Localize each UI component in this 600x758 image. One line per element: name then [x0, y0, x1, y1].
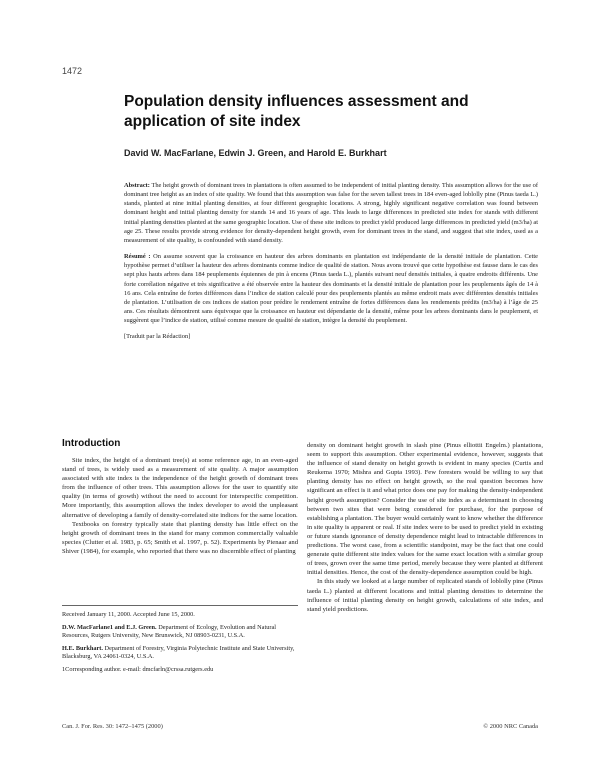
affiliation-2-names: H.E. Burkhart. — [62, 644, 103, 652]
resume-paragraph — [124, 252, 538, 325]
body-paragraph: Textbooks on forestry typically state that planting density has little effect on the height growth of dominant trees in the stand for many common commercially valuable species (Clutter et al. 1983, p. 65; Smith et al. 1997, p. 52). Experiments by Pienaar and Shiver (1984), for example, who reported that there was no discernible effect of planting — [62, 520, 298, 555]
abstract-text: The height growth of dominant trees in plantations is often assumed to be independent of initial planting density. This assumption allows for the use of dominant tree height as an index of site quality. We found that this assumption was false for the seven tallest trees in 184 even-aged loblolly pine (Pinus taeda L.) stands, planted at nine initial planting densities, at four different geographic locations. A strong, highly significant negative correlation was found between dominant height and initial planting density for stands 14 and 16 years of age. This leads to large differences in predicted site index for stands with different initial planting densities planted at the same geographic location. Use of these site indices to predict yield produced large differences in predicted yield (m3/ha) at age 25. These results provide strong evidence for density-dependent height growth, even for dominant trees in the stand, and suggest that site index, used as a measurement of site quality, is confounded with stand density. — [124, 182, 539, 244]
corresponding-author: 1Corresponding author. e-mail: dmcfarln@crssa.rutgers.edu — [62, 665, 214, 673]
section-heading-introduction: Introduction — [62, 438, 121, 449]
body-paragraph: Site index, the height of a dominant tree(s) at some reference age, in an even-aged stand of trees, is widely used as a measurement of site quality. A major assumption associated with site index is the independence of the height growth of dominant trees from the influence of other trees. This assumption allows for the user to quantify site quality (in terms of growth) without the need to account for interspecific competition. More importantly, this assumption allows the index developer to avoid the unpleasant alternative of developing a family of density-correlated site indices for the same location. — [62, 457, 298, 519]
author-list: David W. MacFarlane, Edwin J. Green, and Harold E. Burkhart — [124, 148, 387, 158]
body-paragraph: In this study we looked at a large number of replicated stands of loblolly pine (Pinus taeda L.) planted at different locations and initial planting densities to determine the influence of initial planting density on height growth, calculations of site index, and stand yield predictions. — [307, 578, 543, 613]
body-paragraph: density on dominant height growth in slash pine (Pinus elliottii Engelm.) plantations, seem to support this assumption. Other experimental evidence, however, suggests that the influence of stand density on height growth is evident in many species (Curtis and Reukema 1970; Mishra and Gupta 1993). Few foresters would be willing to say that planting density has no effect on height growth, so the real question becomes how significant an effect is it and what price does one pay for making the density-independent height growth assumption? Consider the use of site index as a determinant in choosing between two sites that were being considered for purchase, for the purpose of establishing a plantation. The buyer would certainly want to know whether the difference in site quality is apparent or real. If site index were to be used to predict yield in existing or future stands ignorance of density dependence might lead to intractable differences in predictions. The worst case, from a scientific standpoint, may be the fact that one could generate quite different site index values for the same exact location with a similar group of trees, grown over the same time period, merely because they were planted at different initial densities. Hence, the cost of the density-dependence assumption could be high. — [307, 442, 543, 577]
right-column — [307, 441, 543, 614]
affiliation-1-names: D.W. MacFarlane1 and E.J. Green. — [62, 623, 157, 631]
affiliation-1-text: Department of Ecology, Evolution and Natural Resources, Rutgers University, New Brunswick, NJ 08903-0231, U.S.A. — [62, 623, 277, 639]
paper-title: Population density influences assessment and application of site index — [124, 93, 469, 130]
footnote-box — [62, 605, 298, 678]
abstract-label: Abstract: — [124, 182, 150, 189]
resume-text: On assume souvent que la croissance en hauteur des arbres dominants en plantation est indépendante de la densité initiale de plantation. Cette hypothèse permet d’utiliser la hauteur des arbres dominants comme indice de qualité de station. Nous avons trouvé que cette hypothèse est fausse dans le cas des sept plus hauts arbres dans 184 peuplements équiennes de pin à encens (Pinus taeda L.), plantés suivant neuf densités initiales, à quatre endroits différents. Une forte corrélation négative et très significative a été observée entre la hauteur des dominants et la densité initiale de plantation pour les peuplements âgés de 14 à 16 ans. Cela entraîne de fortes différences dans l’indice de station calculé pour des peuplements plantés au même endroit mais avec différentes densités initiales de plantation. L’utilisation de ces indices de station pour prédire le rendement entraîne de fortes différences dans les rendements prédits (m3/ha) à l’âge de 25 ans. Ces résultats démontrent sans équivoque que la croissance en hauteur est dépendante de la densité, même pour les arbres dominants dans le peuplement, et suggèrent que l’indice de station, utilisé comme mesure de qualité de station, intègre la densité du peuplement. — [124, 253, 538, 325]
affiliation-1 — [62, 624, 298, 641]
page-number: 1472 — [62, 66, 83, 76]
journal-citation: Can. J. For. Res. 30: 1472–1475 (2000) — [62, 723, 163, 730]
received-dates: Received January 11, 2000. Accepted June 15, 2000. — [62, 611, 195, 618]
copyright-notice: © 2000 NRC Canada — [483, 723, 538, 730]
affiliation-2 — [62, 645, 298, 662]
left-column — [62, 456, 298, 556]
translator-note: [Traduit par la Rédaction] — [124, 333, 191, 341]
abstract-block — [124, 181, 538, 349]
abstract-paragraph — [124, 181, 538, 245]
affiliation-2-text: Department of Forestry, Virginia Polytechnic Institute and State University, Blacksburg, VA 24061-0324, U.S.A. — [62, 644, 295, 660]
resume-label: Résumé : — [124, 253, 151, 261]
